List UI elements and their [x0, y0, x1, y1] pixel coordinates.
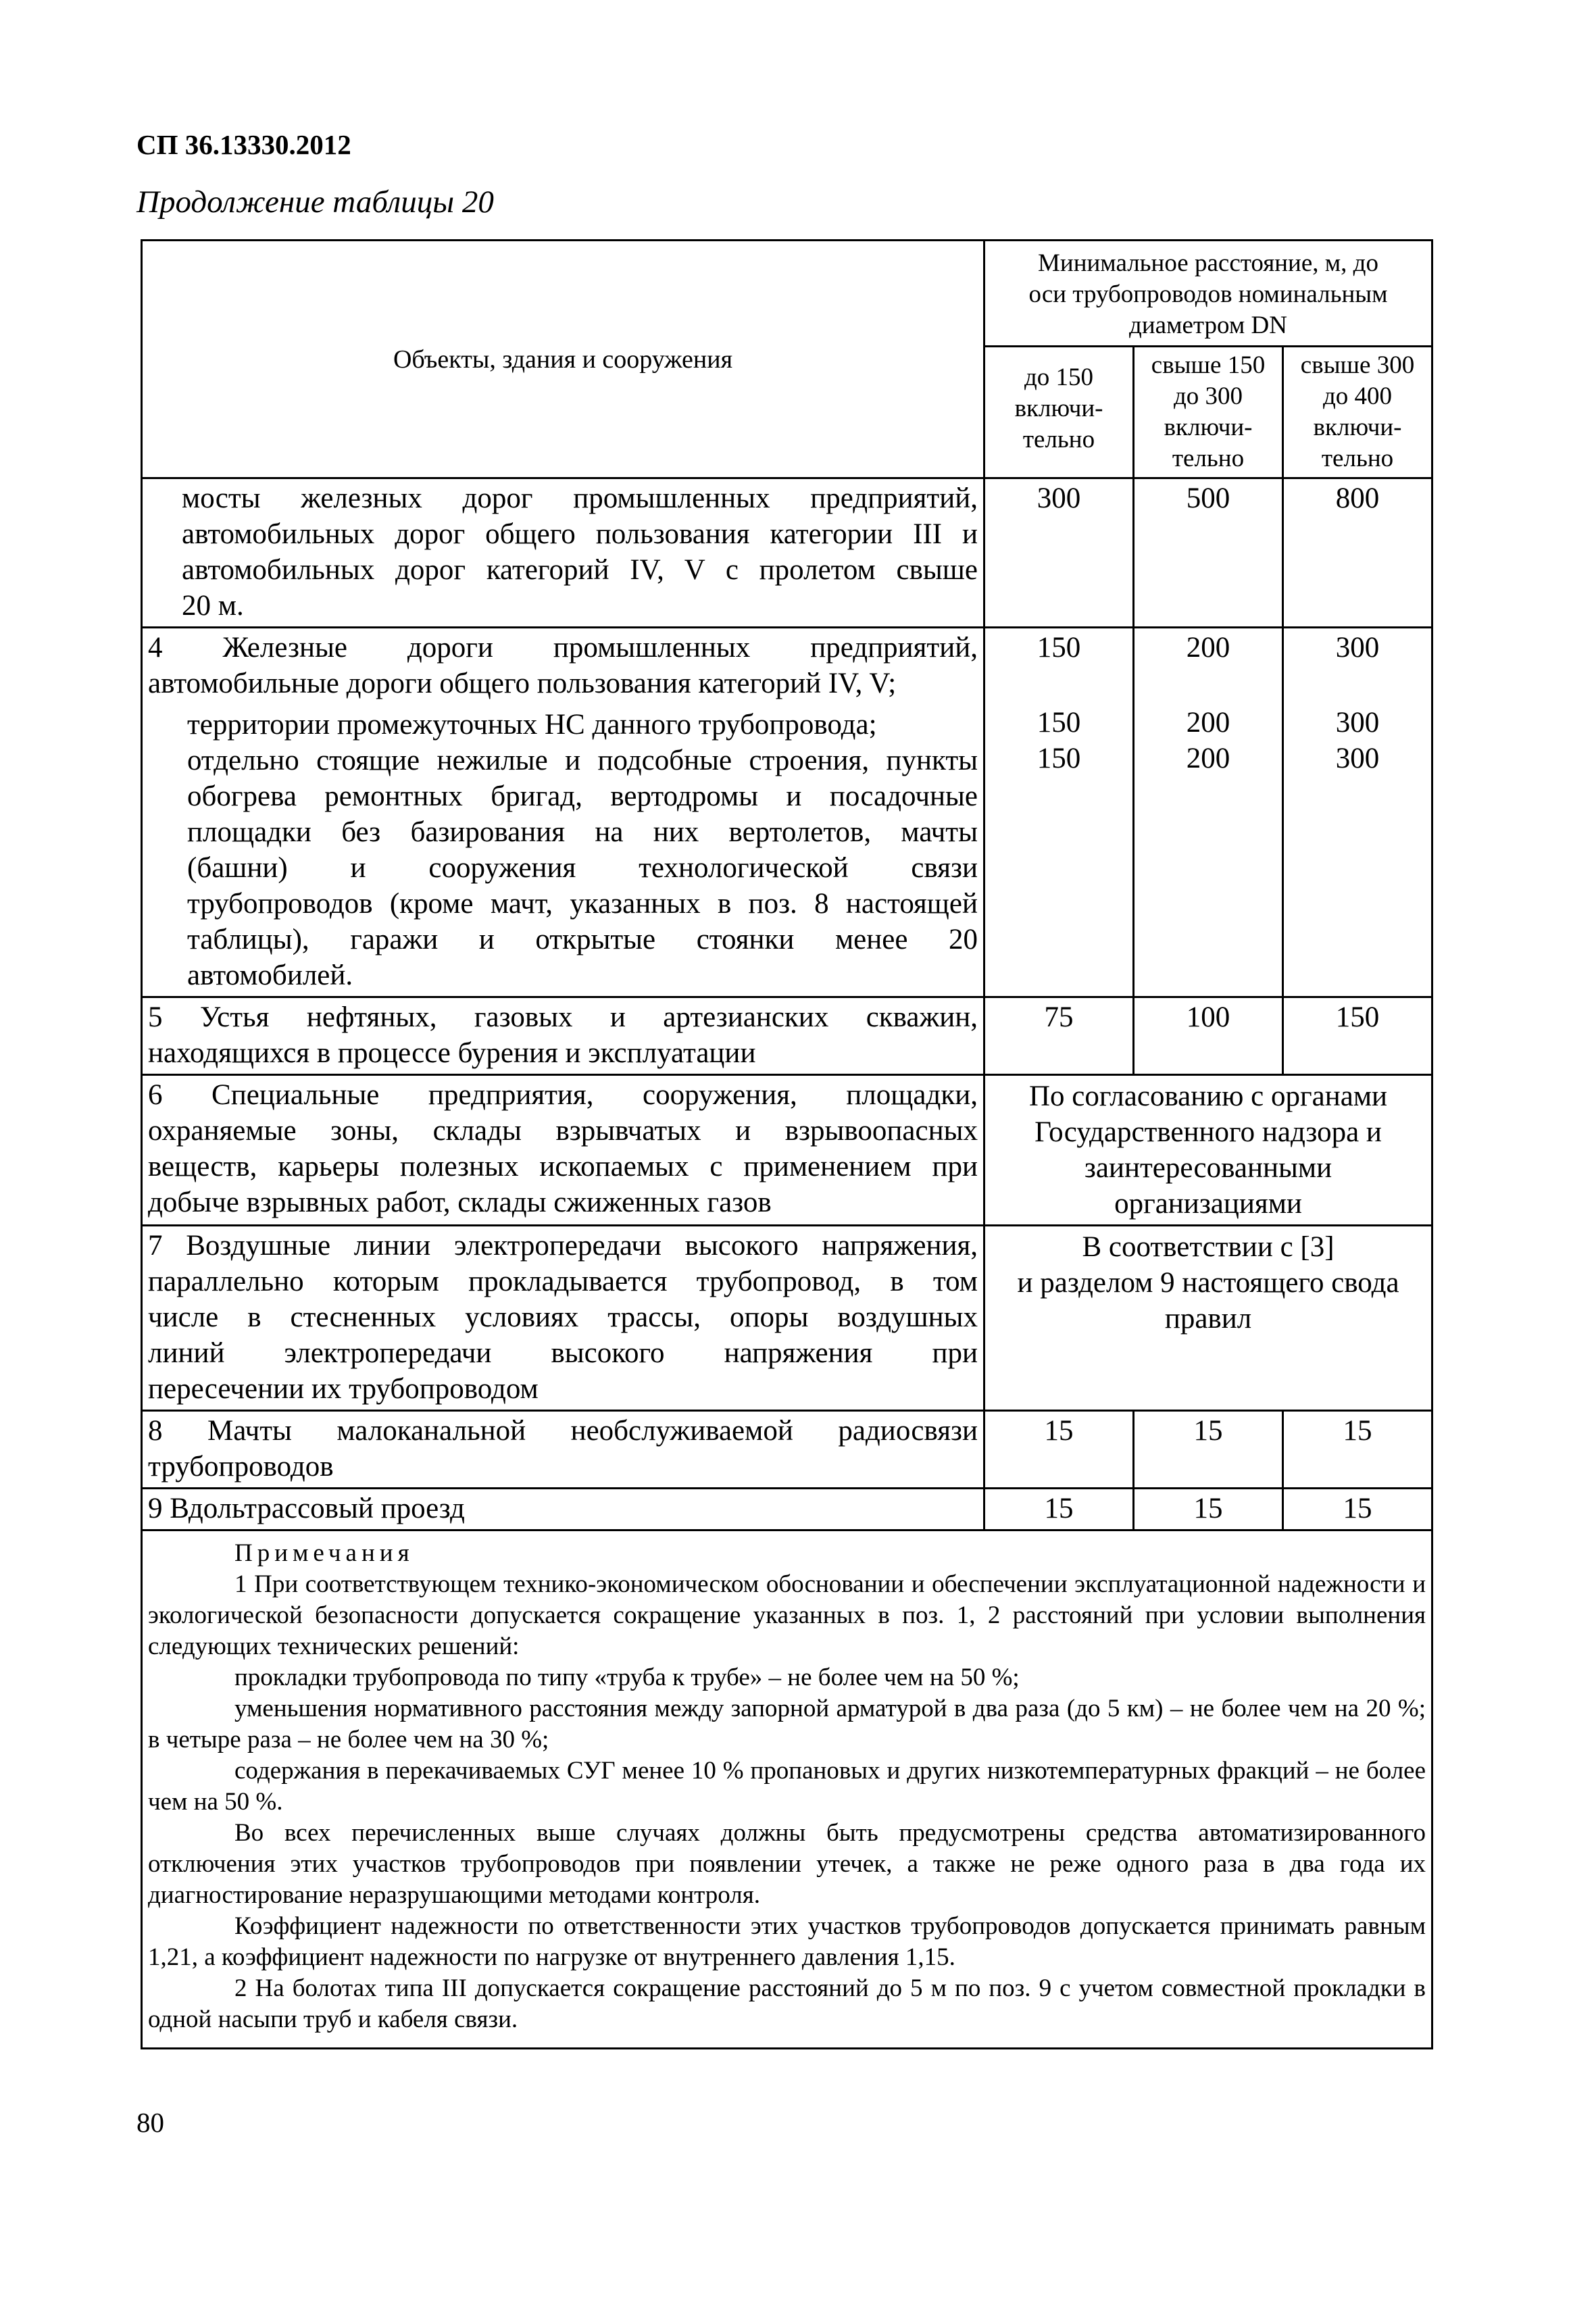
subheader-line: до 400: [1322, 382, 1393, 410]
cell-dn-400: [1283, 1489, 1432, 1530]
object-line: веществ, карьеры полезных ископаемых с применением при: [148, 1151, 978, 1183]
subheader-line: свыше 150: [1151, 351, 1266, 379]
header-row: [142, 241, 1432, 347]
cell-dn-300: [1134, 1489, 1283, 1530]
cell-value: 75: [1044, 1001, 1074, 1033]
object-line: 5 Устья нефтяных, газовых и артезианских скважин,: [148, 1001, 978, 1033]
object-line: линий электропередачи высокого напряжения при: [148, 1337, 978, 1369]
object-line: автомобильных дорог категорий IV, V с пролетом свыше: [182, 554, 978, 586]
table-row: [142, 478, 1432, 628]
cell-value: 800: [1335, 482, 1380, 514]
cell-value: 150: [1037, 632, 1081, 664]
merged-line: По согласованию с органами: [1028, 1080, 1388, 1112]
object-line: (башни) и сооружения технологической связи: [187, 852, 978, 884]
object-line: 9 Вдольтрассовый проезд: [148, 1493, 465, 1524]
note-paragraph: Во всех перечисленных выше случаях должны быть предусмотрены средства автоматизированного отключения этих участков трубопроводов при появлении утечек, а также не реже одного раза в два года их диагностирование неразрушающими методами контроля.: [148, 1819, 1426, 1909]
notes-row: [142, 1530, 1432, 2049]
notes-block: [142, 1530, 1432, 2049]
table-continuation-title: Продолжение таблицы 20: [136, 184, 494, 220]
row-object-9: [142, 1489, 984, 1530]
cell-spacer: [988, 666, 1130, 705]
cell-value: 200: [1186, 707, 1230, 739]
object-line: 4 Железные дороги промышленных предприятий,: [148, 632, 978, 664]
table-row: [142, 1411, 1432, 1489]
header-line: оси трубопроводов номинальным: [1028, 280, 1388, 308]
merged-line: заинтересованными: [1084, 1152, 1332, 1184]
cell-dn-400: [1283, 997, 1432, 1075]
merged-line: правил: [1164, 1303, 1252, 1335]
subheader-line: тельно: [1172, 445, 1245, 472]
note-paragraph: прокладки трубопровода по типу «труба к трубе» – не более чем на 50 %;: [234, 1664, 1020, 1691]
object-line: находящихся в процессе бурения и эксплуатации: [148, 1037, 756, 1069]
note-paragraph: содержания в перекачиваемых СУГ менее 10 % пропановых и других низкотемпературных фракций – не более чем на 50 %.: [148, 1757, 1426, 1816]
cell-dn-150: [984, 997, 1134, 1075]
subheader-line: до 300: [1173, 382, 1243, 410]
header-dn-up-to-150: [984, 347, 1134, 478]
distance-table: [141, 239, 1433, 2049]
cell-dn-300: [1134, 997, 1283, 1075]
cell-dn-150: [984, 1411, 1134, 1489]
merged-line: Государственного надзора и: [1034, 1116, 1382, 1148]
subheader-line: включи-: [1014, 395, 1103, 422]
cell-spacer: [1287, 666, 1428, 705]
note-paragraph: уменьшения нормативного расстояния между запорной арматурой в два раза (до 5 км) – не более чем на 20 %; в четыре раза – не более чем на 30 %;: [148, 1695, 1426, 1753]
cell-value: 15: [1343, 1493, 1372, 1524]
object-line: отдельно стоящие нежилые и подсобные строения, пункты: [187, 745, 978, 776]
object-line: трубопроводов (кроме мачт, указанных в поз. 8 настоящей: [187, 888, 978, 920]
header-line: Минимальное расстояние, м, до: [1038, 249, 1378, 277]
cell-value: 200: [1186, 743, 1230, 774]
table-row: [142, 1226, 1432, 1411]
object-line: площадки без базирования на них вертолетов, мачты: [187, 816, 978, 848]
object-line: автомобильные дороги общего пользования категорий IV, V;: [148, 668, 897, 699]
subheader-line: до 150: [1024, 364, 1094, 391]
table-row: [142, 1489, 1432, 1530]
row-object-4: [142, 628, 984, 997]
sub-item-structures: [148, 743, 978, 993]
cell-value: 150: [1335, 1001, 1380, 1033]
cell-merged-reference: [984, 1226, 1432, 1411]
cell-value: 15: [1044, 1415, 1074, 1447]
object-line: мосты железных дорог промышленных предприятий,: [182, 482, 978, 514]
object-line: 7 Воздушные линии электропередачи высокого напряжения,: [148, 1230, 978, 1262]
cell-value: 300: [1335, 707, 1380, 739]
cell-dn-300: [1134, 628, 1283, 997]
subheader-line: тельно: [1321, 445, 1394, 472]
cell-value: 150: [1037, 707, 1081, 739]
object-line: 6 Специальные предприятия, сооружения, площадки,: [148, 1079, 978, 1111]
cell-dn-400: [1283, 628, 1432, 997]
object-line: охраняемые зоны, склады взрывчатых и взрывоопасных: [148, 1115, 978, 1147]
row-object-bridges: [142, 478, 984, 628]
cell-value: 15: [1193, 1415, 1223, 1447]
cell-value: 500: [1186, 482, 1230, 514]
object-line: автомобилей.: [187, 960, 353, 991]
row-object-5: [142, 997, 984, 1075]
header-line: диаметром DN: [1129, 312, 1287, 339]
cell-value: 15: [1193, 1493, 1223, 1524]
cell-value: 200: [1186, 632, 1230, 664]
cell-dn-300: [1134, 1411, 1283, 1489]
cell-value: 300: [1335, 632, 1380, 664]
object-line: автомобильных дорог общего пользования категории III и: [182, 518, 978, 550]
cell-dn-300: [1134, 478, 1283, 628]
row-object-8: [142, 1411, 984, 1489]
merged-line: и разделом 9 настоящего свода: [1017, 1267, 1399, 1299]
cell-dn-150: [984, 478, 1134, 628]
note-paragraph: 2 На болотах типа III допускается сокращение расстояний до 5 м по поз. 9 с учетом совместной прокладки в одной насыпи труб и кабеля связи.: [148, 1974, 1426, 2033]
object-line: числе в стесненных условиях трассы, опоры воздушных: [148, 1301, 978, 1333]
subheader-line: включи-: [1313, 414, 1402, 441]
note-paragraph: Коэффициент надежности по ответственности этих участков трубопроводов допускается принимать равным 1,21, а коэффициент надежности по нагрузке от внутреннего давления 1,15.: [148, 1912, 1426, 1971]
object-line: таблицы), гаражи и открытые стоянки менее 20: [187, 924, 978, 955]
object-line: трубопроводов: [148, 1451, 334, 1483]
merged-line: В соответствии с [3]: [1082, 1231, 1335, 1263]
object-line: пересечении их трубопроводом: [148, 1373, 539, 1405]
table-row: [142, 628, 1432, 997]
object-line: 8 Мачты малоканальной необслуживаемой радиосвязи: [148, 1415, 978, 1447]
cell-spacer: [1137, 666, 1279, 705]
header-dn-300-400: [1283, 347, 1432, 478]
table-row: [142, 997, 1432, 1075]
page-number: 80: [136, 2107, 164, 2138]
note-paragraph: 1 При соответствующем технико-экономическом обосновании и обеспечении эксплуатационной надежности и экологической безопасности допускается сокращение указанных в поз. 1, 2 расстояний при условии выполнения следующих технических решений:: [148, 1570, 1426, 1660]
row-object-7: [142, 1226, 984, 1411]
object-line: обогрева ремонтных бригад, вертодромы и посадочные: [187, 780, 978, 812]
document-code: СП 36.13330.2012: [136, 129, 351, 160]
cell-value: 150: [1037, 743, 1081, 774]
object-line: параллельно которым прокладывается трубопровод, в том: [148, 1266, 978, 1297]
object-line: 20 м.: [182, 590, 244, 622]
cell-value: 15: [1343, 1415, 1372, 1447]
table-row: [142, 1075, 1432, 1226]
header-dn-150-300: [1134, 347, 1283, 478]
sub-item-stations: [148, 707, 978, 743]
cell-merged-agreement: [984, 1075, 1432, 1226]
header-min-distance: [984, 241, 1432, 347]
subheader-line: тельно: [1022, 426, 1095, 453]
row-object-6: [142, 1075, 984, 1226]
cell-dn-150: [984, 628, 1134, 997]
cell-dn-400: [1283, 478, 1432, 628]
object-line: территории промежуточных НС данного трубопровода;: [187, 709, 877, 741]
cell-value: 300: [1037, 482, 1081, 514]
cell-value: 300: [1335, 743, 1380, 774]
cell-value: 100: [1186, 1001, 1230, 1033]
cell-dn-150: [984, 1489, 1134, 1530]
subheader-line: свыше 300: [1300, 351, 1415, 379]
subheader-line: включи-: [1164, 414, 1253, 441]
object-line: добыче взрывных работ, склады сжиженных газов: [148, 1187, 772, 1218]
cell-value: 15: [1044, 1493, 1074, 1524]
notes-title: Примечания: [234, 1539, 414, 1567]
header-objects: Объекты, здания и сооружения: [142, 241, 984, 478]
cell-dn-400: [1283, 1411, 1432, 1489]
merged-line: организациями: [1114, 1188, 1302, 1220]
